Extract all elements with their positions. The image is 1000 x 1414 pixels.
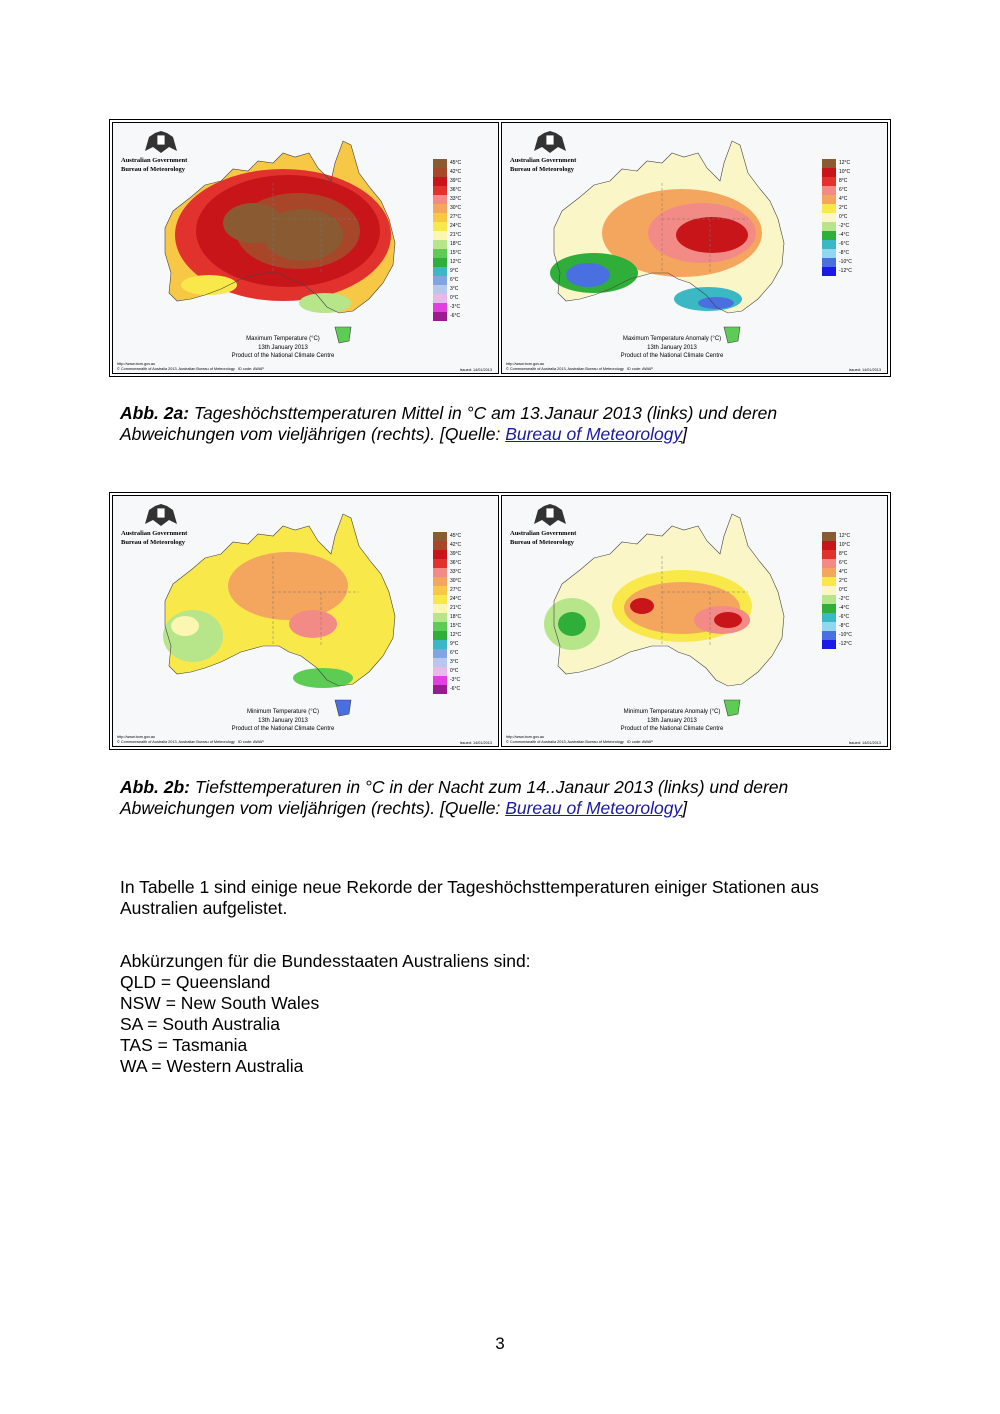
- legend-label: -12°C: [839, 641, 852, 647]
- table-intro-paragraph: In Tabelle 1 sind einige neue Rekorde der Tageshöchsttemperaturen einiger Stationen aus Australien aufgelistet.: [120, 877, 819, 918]
- legend-label: -4°C: [839, 232, 850, 238]
- legend-label: -3°C: [450, 304, 461, 310]
- legend-entry: [433, 258, 493, 267]
- legend-entry: [822, 168, 882, 177]
- legend-label: 27°C: [450, 214, 462, 220]
- legend-swatch: [433, 285, 447, 294]
- legend-label: -6°C: [450, 313, 461, 319]
- legend-entry: [822, 258, 882, 267]
- legend-swatch: [433, 204, 447, 213]
- legend-label: 8°C: [839, 551, 848, 557]
- legend-entry: [822, 177, 882, 186]
- legend-swatch: [822, 595, 836, 604]
- legend-swatch: [433, 276, 447, 285]
- legend-entry: [433, 276, 493, 285]
- map-title: Maximum Temperature (°C) 13th January 2013 Product of the National Climate Centre: [231, 336, 335, 359]
- legend-swatch: [433, 303, 447, 312]
- legend-swatch: [433, 258, 447, 267]
- legend-swatch: [433, 559, 447, 568]
- legend-entry: [433, 222, 493, 231]
- min-temp-anomaly-map-panel: [501, 495, 888, 747]
- legend-label: 24°C: [450, 223, 462, 229]
- legend-entry: [433, 550, 493, 559]
- legend-swatch: [433, 294, 447, 303]
- legend-label: -10°C: [839, 259, 852, 265]
- legend-entry: [433, 168, 493, 177]
- page-number: 3: [495, 1334, 505, 1353]
- map-title: Minimum Temperature Anomaly (°C) 13th January 2013 Product of the National Climate Centre: [620, 709, 724, 732]
- legend-label: 4°C: [839, 196, 848, 202]
- legend-swatch: [822, 559, 836, 568]
- legend-label: 12°C: [839, 160, 851, 166]
- legend-swatch: [822, 586, 836, 595]
- legend-label: -6°C: [839, 614, 850, 620]
- legend-swatch: [433, 222, 447, 231]
- legend-swatch: [433, 631, 447, 640]
- map-title: Minimum Temperature (°C) 13th January 2013 Product of the National Climate Centre: [231, 709, 335, 732]
- legend-entry: [433, 195, 493, 204]
- legend-swatch: [822, 195, 836, 204]
- legend-swatch: [822, 622, 836, 631]
- map-footer: http://www.bom.gov.au © Commonwealth of Australia 2013, Australian Bureau of Meteorology ID code: AWAP Issued: 14/01/2013: [506, 362, 881, 372]
- legend-entry: [822, 586, 882, 595]
- legend-entry: [822, 613, 882, 622]
- legend-label: 18°C: [450, 241, 462, 247]
- legend-entry: [433, 658, 493, 667]
- abbreviation-item: NSW = New South Wales: [120, 993, 320, 1013]
- agency-name: Australian Government Bureau of Meteorology: [121, 530, 188, 546]
- legend-swatch: [433, 649, 447, 658]
- caption-end: ]: [682, 798, 688, 818]
- map-footer: http://www.bom.gov.au © Commonwealth of Australia 2013, Australian Bureau of Meteorology ID code: AWAP Issued: 14/01/2013: [117, 735, 492, 745]
- legend-swatch: [433, 613, 447, 622]
- temp-region: [289, 610, 337, 638]
- legend-entry: [433, 532, 493, 541]
- legend-entry: [433, 186, 493, 195]
- caption-text: Tiefsttemperaturen in °C in der Nacht zum 14..Janaur 2013 (links) und deren Abweichungen vom vieljährigen (rechts). [Quelle:: [120, 777, 789, 818]
- anomaly-region: [630, 598, 654, 614]
- legend-label: 33°C: [450, 196, 462, 202]
- caption-label: Abb. 2b:: [120, 777, 190, 797]
- abbreviation-item: TAS = Tasmania: [120, 1035, 248, 1055]
- anomaly-region: [558, 612, 586, 636]
- legend-label: 24°C: [450, 596, 462, 602]
- legend-swatch: [433, 231, 447, 240]
- abbreviation-item: QLD = Queensland: [120, 972, 271, 992]
- legend-swatch: [433, 213, 447, 222]
- legend-entry: [822, 631, 882, 640]
- legend-swatch: [433, 568, 447, 577]
- legend-entry: [433, 586, 493, 595]
- agency-name: Australian Government Bureau of Meteorology: [121, 157, 188, 173]
- legend-swatch: [822, 568, 836, 577]
- legend-label: 12°C: [450, 632, 462, 638]
- legend-entry: [433, 559, 493, 568]
- anomaly-region: [714, 612, 742, 628]
- legend-swatch: [822, 631, 836, 640]
- temp-region: [171, 616, 199, 636]
- legend-label: 0°C: [839, 587, 848, 593]
- legend-swatch: [822, 159, 836, 168]
- legend-label: 0°C: [839, 214, 848, 220]
- anomaly-region: [566, 263, 610, 287]
- legend-label: 10°C: [839, 169, 851, 175]
- legend-label: 2°C: [839, 205, 848, 211]
- legend-entry: [433, 204, 493, 213]
- legend-label: 45°C: [450, 533, 462, 539]
- agency-name: Australian Government Bureau of Meteorology: [510, 530, 577, 546]
- legend-swatch: [822, 267, 836, 276]
- legend-swatch: [433, 267, 447, 276]
- legend-label: 33°C: [450, 569, 462, 575]
- legend-entry: [822, 577, 882, 586]
- legend-entry: [433, 568, 493, 577]
- legend-entry: [433, 285, 493, 294]
- legend-swatch: [822, 532, 836, 541]
- legend-swatch: [822, 186, 836, 195]
- legend-swatch: [822, 222, 836, 231]
- legend-swatch: [433, 685, 447, 694]
- legend-entry: [822, 640, 882, 649]
- legend-entry: [822, 204, 882, 213]
- heat-region: [223, 203, 283, 243]
- legend-swatch: [822, 258, 836, 267]
- legend-swatch: [822, 613, 836, 622]
- legend-label: 30°C: [450, 205, 462, 211]
- legend-swatch: [433, 240, 447, 249]
- legend-entry: [822, 267, 882, 276]
- abbreviations-intro: Abkürzungen für die Bundesstaaten Australiens sind:: [120, 951, 531, 971]
- legend-label: 6°C: [450, 277, 459, 283]
- figure-2a-caption: [120, 403, 880, 445]
- legend-entry: [433, 240, 493, 249]
- max-temp-map-panel: [112, 122, 499, 374]
- legend-swatch: [433, 249, 447, 258]
- legend-swatch: [433, 640, 447, 649]
- legend-swatch: [433, 159, 447, 168]
- legend-swatch: [433, 667, 447, 676]
- legend-label: 42°C: [450, 542, 462, 548]
- legend-entry: [433, 177, 493, 186]
- legend-swatch: [433, 312, 447, 321]
- coat-of-arms-icon: [141, 502, 181, 528]
- legend-label: 30°C: [450, 578, 462, 584]
- legend-label: 15°C: [450, 623, 462, 629]
- caption-label: Abb. 2a:: [120, 403, 190, 423]
- legend-entry: [433, 622, 493, 631]
- legend-label: 0°C: [450, 668, 459, 674]
- legend-label: 42°C: [450, 169, 462, 175]
- legend-entry: [822, 249, 882, 258]
- legend-label: -2°C: [839, 596, 850, 602]
- legend-label: -3°C: [450, 677, 461, 683]
- legend-label: 12°C: [839, 533, 851, 539]
- legend-swatch: [822, 550, 836, 559]
- map-footer: http://www.bom.gov.au © Commonwealth of Australia 2013, Australian Bureau of Meteorology ID code: AWAP Issued: 14/01/2013: [117, 362, 492, 372]
- legend-entry: [433, 676, 493, 685]
- legend-entry: [822, 541, 882, 550]
- legend-label: 45°C: [450, 160, 462, 166]
- legend-entry: [433, 231, 493, 240]
- caption-text: Tageshöchsttemperaturen Mittel in °C am 13.Janaur 2013 (links) und deren Abweichungen vom vieljährigen (rechts). [Quelle:: [120, 403, 778, 444]
- legend-swatch: [433, 622, 447, 631]
- legend-swatch: [433, 177, 447, 186]
- legend-label: 4°C: [839, 569, 848, 575]
- legend-label: 9°C: [450, 268, 459, 274]
- legend-entry: [822, 240, 882, 249]
- legend-swatch: [822, 177, 836, 186]
- legend-label: -2°C: [839, 223, 850, 229]
- figure-2a: [109, 119, 891, 377]
- legend-swatch: [822, 249, 836, 258]
- coat-of-arms-icon: [530, 502, 570, 528]
- legend-label: -6°C: [450, 686, 461, 692]
- legend-swatch: [433, 595, 447, 604]
- legend-entry: [433, 595, 493, 604]
- legend-entry: [433, 267, 493, 276]
- legend-label: 27°C: [450, 587, 462, 593]
- legend-swatch: [433, 577, 447, 586]
- legend-entry: [822, 532, 882, 541]
- legend-entry: [822, 159, 882, 168]
- legend-swatch: [433, 541, 447, 550]
- color-legend: [822, 532, 882, 649]
- abbreviations-block: [120, 951, 880, 1077]
- legend-entry: [433, 312, 493, 321]
- legend-swatch: [822, 204, 836, 213]
- legend-swatch: [822, 640, 836, 649]
- legend-swatch: [433, 550, 447, 559]
- legend-entry: [822, 231, 882, 240]
- legend-swatch: [433, 586, 447, 595]
- legend-swatch: [433, 658, 447, 667]
- legend-entry: [822, 222, 882, 231]
- legend-swatch: [433, 532, 447, 541]
- legend-entry: [822, 622, 882, 631]
- legend-label: 12°C: [450, 259, 462, 265]
- legend-entry: [822, 186, 882, 195]
- legend-entry: [433, 541, 493, 550]
- legend-swatch: [822, 231, 836, 240]
- caption-end: ]: [682, 424, 688, 444]
- legend-swatch: [433, 186, 447, 195]
- legend-entry: [433, 685, 493, 694]
- legend-label: 0°C: [450, 295, 459, 301]
- legend-entry: [822, 568, 882, 577]
- legend-entry: [822, 604, 882, 613]
- legend-swatch: [822, 604, 836, 613]
- legend-label: -10°C: [839, 632, 852, 638]
- abbreviation-item: SA = South Australia: [120, 1014, 281, 1034]
- legend-entry: [433, 294, 493, 303]
- figure-2b-caption: [120, 777, 880, 819]
- map-title: Maximum Temperature Anomaly (°C) 13th January 2013 Product of the National Climate Centre: [620, 336, 724, 359]
- legend-label: -8°C: [839, 250, 850, 256]
- figure-2b: [109, 492, 891, 750]
- color-legend: [433, 532, 493, 694]
- anomaly-region: [676, 217, 748, 253]
- source-link[interactable]: Bureau of Meteorology: [505, 424, 683, 444]
- source-link[interactable]: Bureau of Meteorology: [505, 798, 683, 818]
- legend-label: 15°C: [450, 250, 462, 256]
- legend-entry: [433, 213, 493, 222]
- legend-swatch: [433, 604, 447, 613]
- color-legend: [822, 159, 882, 276]
- legend-label: 6°C: [839, 560, 848, 566]
- legend-label: -12°C: [839, 268, 852, 274]
- legend-entry: [433, 640, 493, 649]
- legend-label: 3°C: [450, 659, 459, 665]
- coat-of-arms-icon: [530, 129, 570, 155]
- legend-label: 2°C: [839, 578, 848, 584]
- legend-swatch: [822, 213, 836, 222]
- agency-name: Australian Government Bureau of Meteorology: [510, 157, 577, 173]
- legend-entry: [433, 667, 493, 676]
- legend-label: 36°C: [450, 560, 462, 566]
- legend-entry: [433, 577, 493, 586]
- legend-label: 18°C: [450, 614, 462, 620]
- coast-region: [299, 293, 351, 313]
- legend-entry: [822, 550, 882, 559]
- legend-label: 9°C: [450, 641, 459, 647]
- legend-entry: [433, 604, 493, 613]
- legend-label: 10°C: [839, 542, 851, 548]
- legend-entry: [822, 595, 882, 604]
- legend-entry: [433, 303, 493, 312]
- legend-label: 6°C: [839, 187, 848, 193]
- max-temp-anomaly-map-panel: [501, 122, 888, 374]
- legend-swatch: [822, 168, 836, 177]
- legend-entry: [822, 213, 882, 222]
- legend-label: 3°C: [450, 286, 459, 292]
- color-legend: [433, 159, 493, 321]
- legend-swatch: [822, 240, 836, 249]
- legend-label: 21°C: [450, 232, 462, 238]
- map-footer: http://www.bom.gov.au © Commonwealth of Australia 2013, Australian Bureau of Meteorology ID code: AWAP Issued: 14/01/2013: [506, 735, 881, 745]
- min-temp-map-panel: [112, 495, 499, 747]
- legend-swatch: [822, 541, 836, 550]
- legend-swatch: [433, 168, 447, 177]
- legend-entry: [822, 195, 882, 204]
- legend-swatch: [433, 676, 447, 685]
- legend-entry: [433, 249, 493, 258]
- abbreviation-item: WA = Western Australia: [120, 1056, 304, 1076]
- temp-region: [228, 552, 348, 620]
- legend-label: -6°C: [839, 241, 850, 247]
- legend-entry: [822, 559, 882, 568]
- legend-label: -4°C: [839, 605, 850, 611]
- legend-entry: [433, 159, 493, 168]
- legend-label: 21°C: [450, 605, 462, 611]
- legend-label: 39°C: [450, 551, 462, 557]
- legend-entry: [433, 649, 493, 658]
- legend-swatch: [433, 195, 447, 204]
- legend-swatch: [822, 577, 836, 586]
- legend-entry: [433, 631, 493, 640]
- legend-label: 36°C: [450, 187, 462, 193]
- legend-label: -8°C: [839, 623, 850, 629]
- legend-label: 8°C: [839, 178, 848, 184]
- legend-label: 6°C: [450, 650, 459, 656]
- legend-label: 39°C: [450, 178, 462, 184]
- coat-of-arms-icon: [141, 129, 181, 155]
- legend-entry: [433, 613, 493, 622]
